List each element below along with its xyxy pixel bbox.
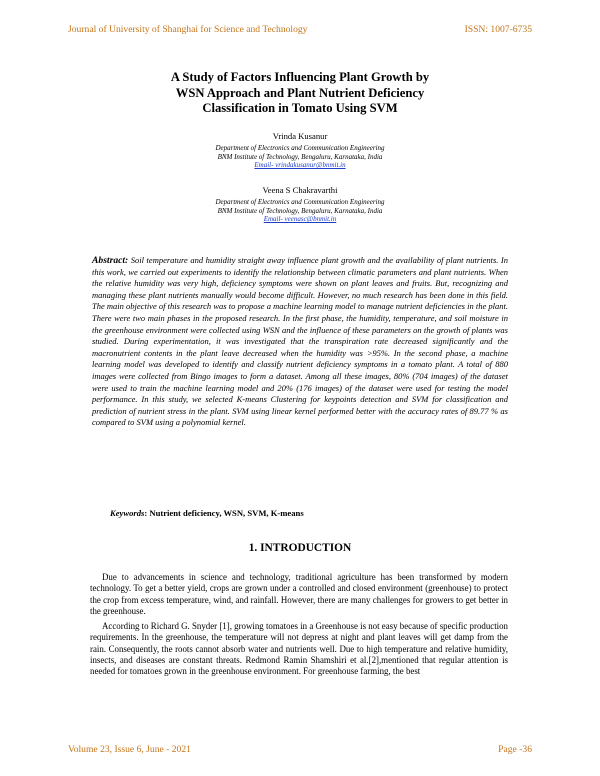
author-block-1 [100, 131, 500, 170]
abstract [92, 255, 508, 429]
author-department: Department of Electronics and Communication Engineering [215, 144, 385, 152]
keywords-text: : Nutrient deficiency, WSN, SVM, K-means [144, 508, 304, 518]
issn: ISSN: 1007-6735 [464, 24, 532, 35]
paragraph: According to Richard G. Snyder [1], growing tomatoes in a Greenhouse is not easy because of specific production requirements. In the greenhouse, the temperature will not depress at night and plant leaves will get damp from the rain. Consequently, the roots cannot absorb water and nutrients well. Due to high temperature and relative humidity, insects, and diseases are constant threats. Redmond Ramin Shamshiri et al.[2],mentioned that regular attention is needed for tomatoes grown in the greenhouse environment. For greenhouse farming, the best [90, 621, 508, 677]
volume-info: Volume 23, Issue 6, June - 2021 [68, 744, 191, 755]
author-institute: BNM Institute of Technology, Bengaluru, Karnataka, India [217, 152, 383, 161]
author-name: Veena S Chakravarthi [262, 185, 338, 195]
journal-name: Journal of University of Shanghai for Science and Technology [68, 24, 308, 35]
paragraph: Due to advancements in science and technology, traditional agriculture has been transformed by modern technology. To get a better yield, crops are grown under a controlled and closed environment (greenhouse) to protect the crop from excess temperature, wind, and rainfall. However, there are many challenges for growers to get better in the greenhouse. [90, 572, 508, 616]
introduction-body [90, 572, 508, 682]
title-line: WSN Approach and Plant Nutrient Deficiency [175, 85, 425, 100]
author-institute: BNM Institute of Technology, Bengaluru, Karnataka, India [217, 206, 383, 215]
title-line: Classification in Tomato Using SVM [202, 101, 398, 116]
author-department: Department of Electronics and Communication Engineering [215, 198, 385, 206]
author-email-link[interactable]: Email- veenasc@bnmit.in [263, 215, 337, 224]
author-block-2 [100, 185, 500, 224]
running-header [68, 24, 532, 35]
author-name: Vrinda Kusanur [272, 131, 328, 141]
page-number: Page -36 [498, 744, 532, 755]
keywords-label: Keywords [110, 508, 145, 518]
abstract-text: Soil temperature and humidity straight away influence plant growth and the availability of plant nutrients. In this work, we carried out experiments to identify the relationship between climatic parameters and plant nutrients. When the relative humidity was very high, deficiency symptoms were shown on plant leaves and fruits. But, recognizing and managing these plant nutrients manually would become difficult. However, no much research has been done in this field. The main objective of this research was to propose a machine learning model to manage nutrient deficiencies in the plant. There were two main phases in the proposed research. In the first phase, the humidity, temperature, and soil moisture in the greenhouse environment were collected using WSN and the influence of these parameters on the growth of plants was studied. During experimentation, it was investigated that the transpiration rate decreased significantly and the macronutrient contents in the plant leave decreased when the humidity was ˃95%. In the second phase, a machine learning model was developed to identify and classify nutrient deficiency symptoms in a tomato plant. A total of 880 images were collected from Bingo images to form a dataset. Among all these images, 80% (704 images) of the dataset were used to train the machine learning model and 20% (176 images) of the dataset were used for testing the model performance. In this study, we selected K-means Clustering for keypoints detection and SVM for classification and prediction of nutrient stress in the plant. SVM using linear kernel performed better with the accuracy rates of 89.77 % as compared to SVM using a polynomial kernel. [92, 255, 509, 428]
author-email-link[interactable]: Email- vrindakusanur@bnmit.in [254, 161, 346, 170]
paper-title [100, 70, 500, 117]
abstract-label: Abstract: [92, 255, 129, 266]
keywords [110, 508, 508, 518]
title-line: A Study of Factors Influencing Plant Growth by [170, 70, 430, 84]
section-heading: 1. INTRODUCTION [248, 542, 352, 554]
running-footer [68, 744, 532, 755]
